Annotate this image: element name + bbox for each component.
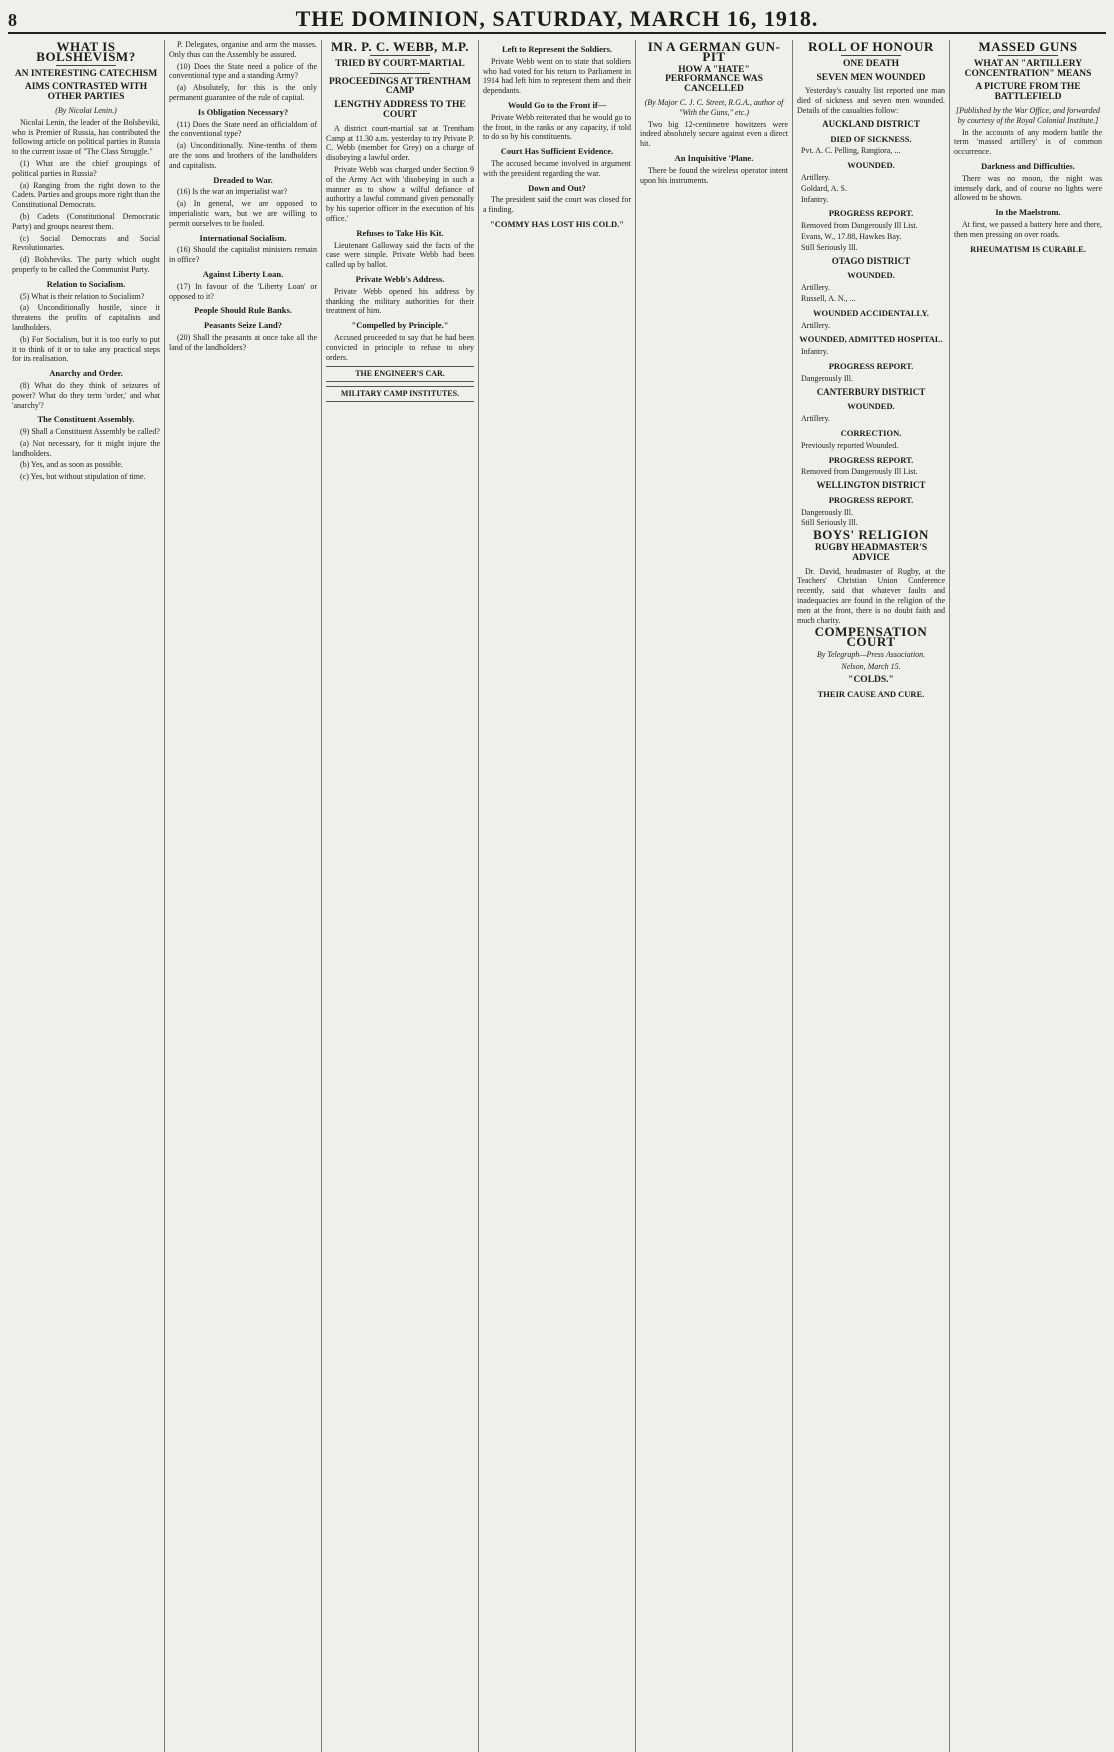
article-headline: MASSED GUNS bbox=[978, 40, 1078, 54]
article-paragraph: Private Webb opened his address by thanking the military authorities for their treatment of him. bbox=[326, 286, 474, 316]
section-heading: "Compelled by Principle." bbox=[351, 320, 449, 331]
article-paragraph: (b) For Socialism, but it is too early to put it to think of it or to take any practical steps for its realisation. bbox=[12, 334, 160, 364]
article-body bbox=[483, 45, 631, 230]
article-paragraph: (10) Does the State need a police of the conventional type and a standing Army? bbox=[169, 61, 317, 81]
section-label: PROGRESS REPORT. bbox=[828, 454, 914, 465]
section-heading: "COMMY HAS LOST HIS COLD." bbox=[490, 218, 624, 229]
article-paragraph: At first, we passed a battery here and there, then men pressing on over roads. bbox=[954, 219, 1102, 239]
casualty-entry: Removed from Dangerously Ill List. bbox=[801, 467, 918, 477]
column-webb bbox=[322, 40, 479, 1752]
article-subhead: LENGTHY ADDRESS TO THE COURT bbox=[334, 100, 466, 120]
page-number: 8 bbox=[8, 10, 17, 30]
article-paragraph: (1) What are the chief groupings of political parties in Russia? bbox=[12, 158, 160, 178]
section-heading: Down and Out? bbox=[528, 182, 586, 193]
section-heading: In the Maelstrom. bbox=[995, 207, 1061, 218]
article-paragraph: (a) Not necessary, for it might injure the landholders. bbox=[12, 438, 160, 458]
casualty-entry: Still Seriously Ill. bbox=[801, 242, 858, 252]
article-paragraph: (8) What do they think of seizures of power? What do they term 'order,' and what 'anarchy'? bbox=[12, 380, 160, 410]
article-headline: ROLL OF HONOUR bbox=[808, 40, 934, 54]
column-gunpit bbox=[636, 40, 793, 1752]
article-paragraph: The president said the court was closed for a finding. bbox=[483, 195, 631, 215]
casualty-entry: Dangerously Ill. bbox=[801, 373, 853, 383]
article-paragraph: Lieutenant Galloway said the facts of the case were simple. Private Webb had been called up by ballot. bbox=[326, 240, 474, 270]
section-heading: Peasants Seize Land? bbox=[204, 320, 282, 331]
section-label: WOUNDED. bbox=[847, 160, 895, 171]
casualty-entry: Evans, W., 17.88, Hawkes Bay. bbox=[801, 231, 902, 241]
casualty-entry: Artillery. bbox=[801, 414, 831, 424]
article-body bbox=[12, 118, 160, 482]
section-heading: Would Go to the Front if— bbox=[507, 99, 607, 110]
section-heading: An Inquisitive 'Plane. bbox=[674, 152, 754, 163]
column-webb-cont bbox=[479, 40, 636, 1752]
casualty-list bbox=[797, 120, 945, 529]
district-name: WELLINGTON DISTRICT bbox=[816, 480, 926, 491]
article-paragraph: (a) Ranging from the right down to the Cadets. Parties and groups more right than the Constitutional Democrats. bbox=[12, 180, 160, 210]
section-heading: Private Webb's Address. bbox=[355, 273, 445, 284]
section-label: PROGRESS REPORT. bbox=[828, 208, 914, 219]
article-subhead: RUGBY HEADMASTER'S ADVICE bbox=[814, 543, 928, 563]
article-paragraph: (b) Yes, and as soon as possible. bbox=[20, 460, 123, 470]
article-body bbox=[169, 40, 317, 353]
article-paragraph: Dr. David, headmaster of Rugby, at the Teachers' Christian Union Conference recently, said that whatever faults and inadequacies are found in the religion of the men at the front, there is no doubt faith and much charity. bbox=[797, 566, 945, 625]
article-paragraph: Private Webb reiterated that he would go to the front, in the ranks or any capacity, if told to do so by his constituents. bbox=[483, 112, 631, 142]
byline: (By Nicolai Lenin.) bbox=[55, 105, 117, 115]
article-body bbox=[326, 124, 474, 363]
article-headline: WHAT IS BOLSHEVISM? bbox=[36, 40, 136, 64]
article-subhead: ONE DEATH bbox=[842, 58, 900, 69]
article-paragraph: (5) What is their relation to Socialism? bbox=[20, 291, 145, 301]
masthead bbox=[8, 6, 1106, 34]
byline: By Telegraph—Press Association. bbox=[816, 650, 926, 660]
article-subhead: SEVEN MEN WOUNDED bbox=[816, 72, 926, 83]
article-paragraph: (d) Bolsheviks. The party which ought properly to be called the Communist Party. bbox=[12, 255, 160, 274]
article-paragraph: (9) Shall a Constituent Assembly be called? bbox=[20, 427, 160, 437]
advertisement: MILITARY CAMP INSTITUTES. bbox=[326, 386, 474, 402]
section-heading: Darkness and Difficulties. bbox=[981, 160, 1075, 171]
article-paragraph: The accused became involved in argument with the president regarding the war. bbox=[483, 158, 631, 178]
district-name: CANTERBURY DISTRICT bbox=[816, 386, 926, 397]
casualty-entry: Still Seriously Ill. bbox=[801, 518, 858, 528]
section-heading: Against Liberty Loan. bbox=[202, 268, 284, 279]
article-paragraph: P. Delegates, organise and arm the masses. Only thus can the Assembly be assured. bbox=[169, 40, 317, 59]
article-paragraph: Private Webb was charged under Section 9 of the Army Act with 'disobeying in such a manner as to show a wilful defiance of authority a lawful command given personally by his superior officer in the execution of his office.' bbox=[326, 164, 474, 223]
casualty-entry: Pvt. A. C. Pelling, Rangiora, ... bbox=[801, 146, 901, 156]
section-label: PROGRESS REPORT. bbox=[828, 494, 914, 505]
article-body bbox=[640, 120, 788, 186]
section-label: WOUNDED, ADMITTED HOSPITAL. bbox=[799, 334, 943, 345]
section-label: WOUNDED. bbox=[847, 270, 895, 281]
district-name: AUCKLAND DISTRICT bbox=[822, 118, 920, 129]
article-paragraph: Nicolai Lenin, the leader of the Bolsheviki, who is Premier of Russia, has contributed the following article on political parties in Russia to the current issue of "The Class Struggle." bbox=[12, 117, 160, 157]
section-label: DIED OF SICKNESS. bbox=[830, 133, 912, 144]
article-subhead: THEIR CAUSE AND CURE. bbox=[817, 689, 925, 700]
section-heading: Relation to Socialism. bbox=[46, 278, 126, 289]
newspaper-title: THE DOMINION, SATURDAY, MARCH 16, 1918. bbox=[295, 6, 819, 31]
article-headline: COMPENSATION COURT bbox=[814, 624, 928, 650]
section-heading: People Should Rule Banks. bbox=[194, 305, 292, 316]
byline: [Published by the War Office, and forwarded by courtesy of the Royal Colonial Institute.] bbox=[955, 105, 1101, 125]
article-paragraph: (20) Shall the peasants at once take all the land of the landholders? bbox=[169, 332, 317, 352]
article-headline: IN A GERMAN GUN-PIT bbox=[647, 40, 781, 64]
article-headline: BOYS' RELIGION bbox=[813, 527, 929, 543]
section-label: WOUNDED. bbox=[847, 401, 895, 412]
article-paragraph: A district court-martial sat at Trentham Camp at 11.30 a.m. yesterday to try Private P. C. Webb (member for Grey) on a charge of disobeying a lawful order. bbox=[326, 123, 474, 163]
article-paragraph: (a) In general, we are opposed to imperialistic wars, but we are willing to permit ourselves to be fooled. bbox=[169, 199, 317, 228]
section-heading: Court Has Sufficient Evidence. bbox=[500, 146, 614, 157]
section-heading: Refuses to Take His Kit. bbox=[356, 227, 444, 238]
column-bolshevism-cont bbox=[165, 40, 322, 1752]
section-label: PROGRESS REPORT. bbox=[828, 360, 914, 371]
article-headline: "COLDS." bbox=[848, 674, 894, 685]
section-heading: Left to Represent the Soldiers. bbox=[501, 44, 613, 54]
casualty-entry: Previously reported Wounded. bbox=[801, 440, 899, 450]
article-subhead: A PICTURE FROM THE BATTLEFIELD bbox=[975, 82, 1081, 103]
article-paragraph: (16) Is the war an imperialist war? bbox=[177, 187, 288, 197]
article-paragraph: There be found the wireless operator intent upon his instruments. bbox=[640, 165, 788, 185]
section-heading: Dreaded to War. bbox=[213, 174, 273, 185]
casualty-entry: Artillery. bbox=[801, 283, 831, 293]
article-subhead: HOW A "HATE" PERFORMANCE WAS CANCELLED bbox=[665, 64, 763, 95]
article-paragraph: Accused proceeded to say that he had been convicted in principle to refuse to obey orders. bbox=[326, 332, 474, 362]
section-label: WOUNDED ACCIDENTALLY. bbox=[813, 307, 929, 318]
columns bbox=[8, 40, 1106, 1752]
section-heading: The Constituent Assembly. bbox=[37, 414, 135, 425]
article-paragraph: (a) Unconditionally hostile, since it threatens the profits of capitalists and landholders. bbox=[12, 303, 160, 332]
byline: (By Major C. J. C. Street, R.G.A., author of "With the Guns," etc.) bbox=[644, 97, 784, 117]
casualty-entry: Removed from Dangerously Ill List. bbox=[801, 221, 918, 231]
article-paragraph: (17) In favour of the 'Liberty Loan' or opposed to it? bbox=[169, 281, 317, 301]
dateline: Nelson, March 15. bbox=[841, 661, 901, 671]
article-paragraph: There was no moon, the night was intensely dark, and of course no lights were allowed to be shown. bbox=[954, 173, 1102, 203]
district-name: OTAGO DISTRICT bbox=[831, 255, 911, 266]
article-subhead: WHAT AN "ARTILLERY CONCENTRATION" MEANS bbox=[964, 58, 1092, 79]
casualty-entry: Russell, A. N., ... bbox=[801, 293, 856, 303]
article-subhead: AN INTERESTING CATECHISM bbox=[14, 68, 158, 79]
article-paragraph: In the accounts of any modern battle the term 'massed artillery' is of common occurrence. bbox=[954, 127, 1102, 157]
article-paragraph: (a) Unconditionally. Nine-tenths of them are the sons and brothers of the landholders and capitalists. bbox=[169, 141, 317, 170]
section-heading: RHEUMATISM IS CURABLE. bbox=[970, 243, 1086, 254]
article-intro: Yesterday's casualty list reported one man died of sickness and seven men wounded. Details of the casualties follow: bbox=[797, 86, 945, 115]
article-paragraph: Two big 12-centimetre howitzers were indeed absolutely secure against even a direct hit. bbox=[640, 119, 788, 149]
section-heading: International Socialism. bbox=[199, 232, 287, 243]
article-paragraph: (b) Cadets (Constitutional Democratic Party) and groups nearest them. bbox=[12, 211, 160, 231]
article-body bbox=[954, 128, 1102, 255]
advertisement: THE ENGINEER'S CAR. bbox=[326, 366, 474, 382]
article-paragraph: (c) Social Democrats and Social Revolutionaries. bbox=[12, 233, 160, 253]
column-bolshevism bbox=[8, 40, 165, 1752]
article-paragraph: (c) Yes, but without stipulation of time. bbox=[20, 472, 146, 482]
casualty-entry: Infantry. bbox=[801, 347, 829, 357]
section-label: CORRECTION. bbox=[840, 427, 902, 438]
article-subhead: TRIED BY COURT-MARTIAL bbox=[335, 58, 465, 69]
casualty-entry: Artillery. bbox=[801, 320, 831, 330]
column-massed-guns bbox=[950, 40, 1106, 1752]
article-paragraph: (a) Absolutely, for this is the only permanent guarantee of the rule of capital. bbox=[169, 83, 317, 102]
article-headline: MR. P. C. WEBB, M.P. bbox=[330, 40, 470, 54]
article-paragraph: Private Webb went on to state that soldiers who had voted for his return to Parliament in 1914 had left him to represent them and their dependants. bbox=[483, 56, 631, 96]
article-paragraph: (16) Should the capitalist ministers remain in office? bbox=[169, 245, 317, 265]
article-subhead: AIMS CONTRASTED WITH OTHER PARTIES bbox=[24, 82, 148, 103]
article-paragraph: (11) Does the State need an officialdom of the conventional type? bbox=[169, 119, 317, 139]
casualty-entry: Goldard, A. S. bbox=[801, 183, 847, 193]
article-subhead: PROCEEDINGS AT TRENTHAM CAMP bbox=[329, 76, 471, 97]
casualty-entry: Infantry. bbox=[801, 194, 829, 204]
section-heading: Anarchy and Order. bbox=[49, 368, 123, 379]
section-heading: Is Obligation Necessary? bbox=[197, 106, 289, 117]
column-roll-of-honour bbox=[793, 40, 950, 1752]
casualty-entry: Dangerously Ill. bbox=[801, 507, 853, 517]
casualty-entry: Artillery. bbox=[801, 172, 831, 182]
